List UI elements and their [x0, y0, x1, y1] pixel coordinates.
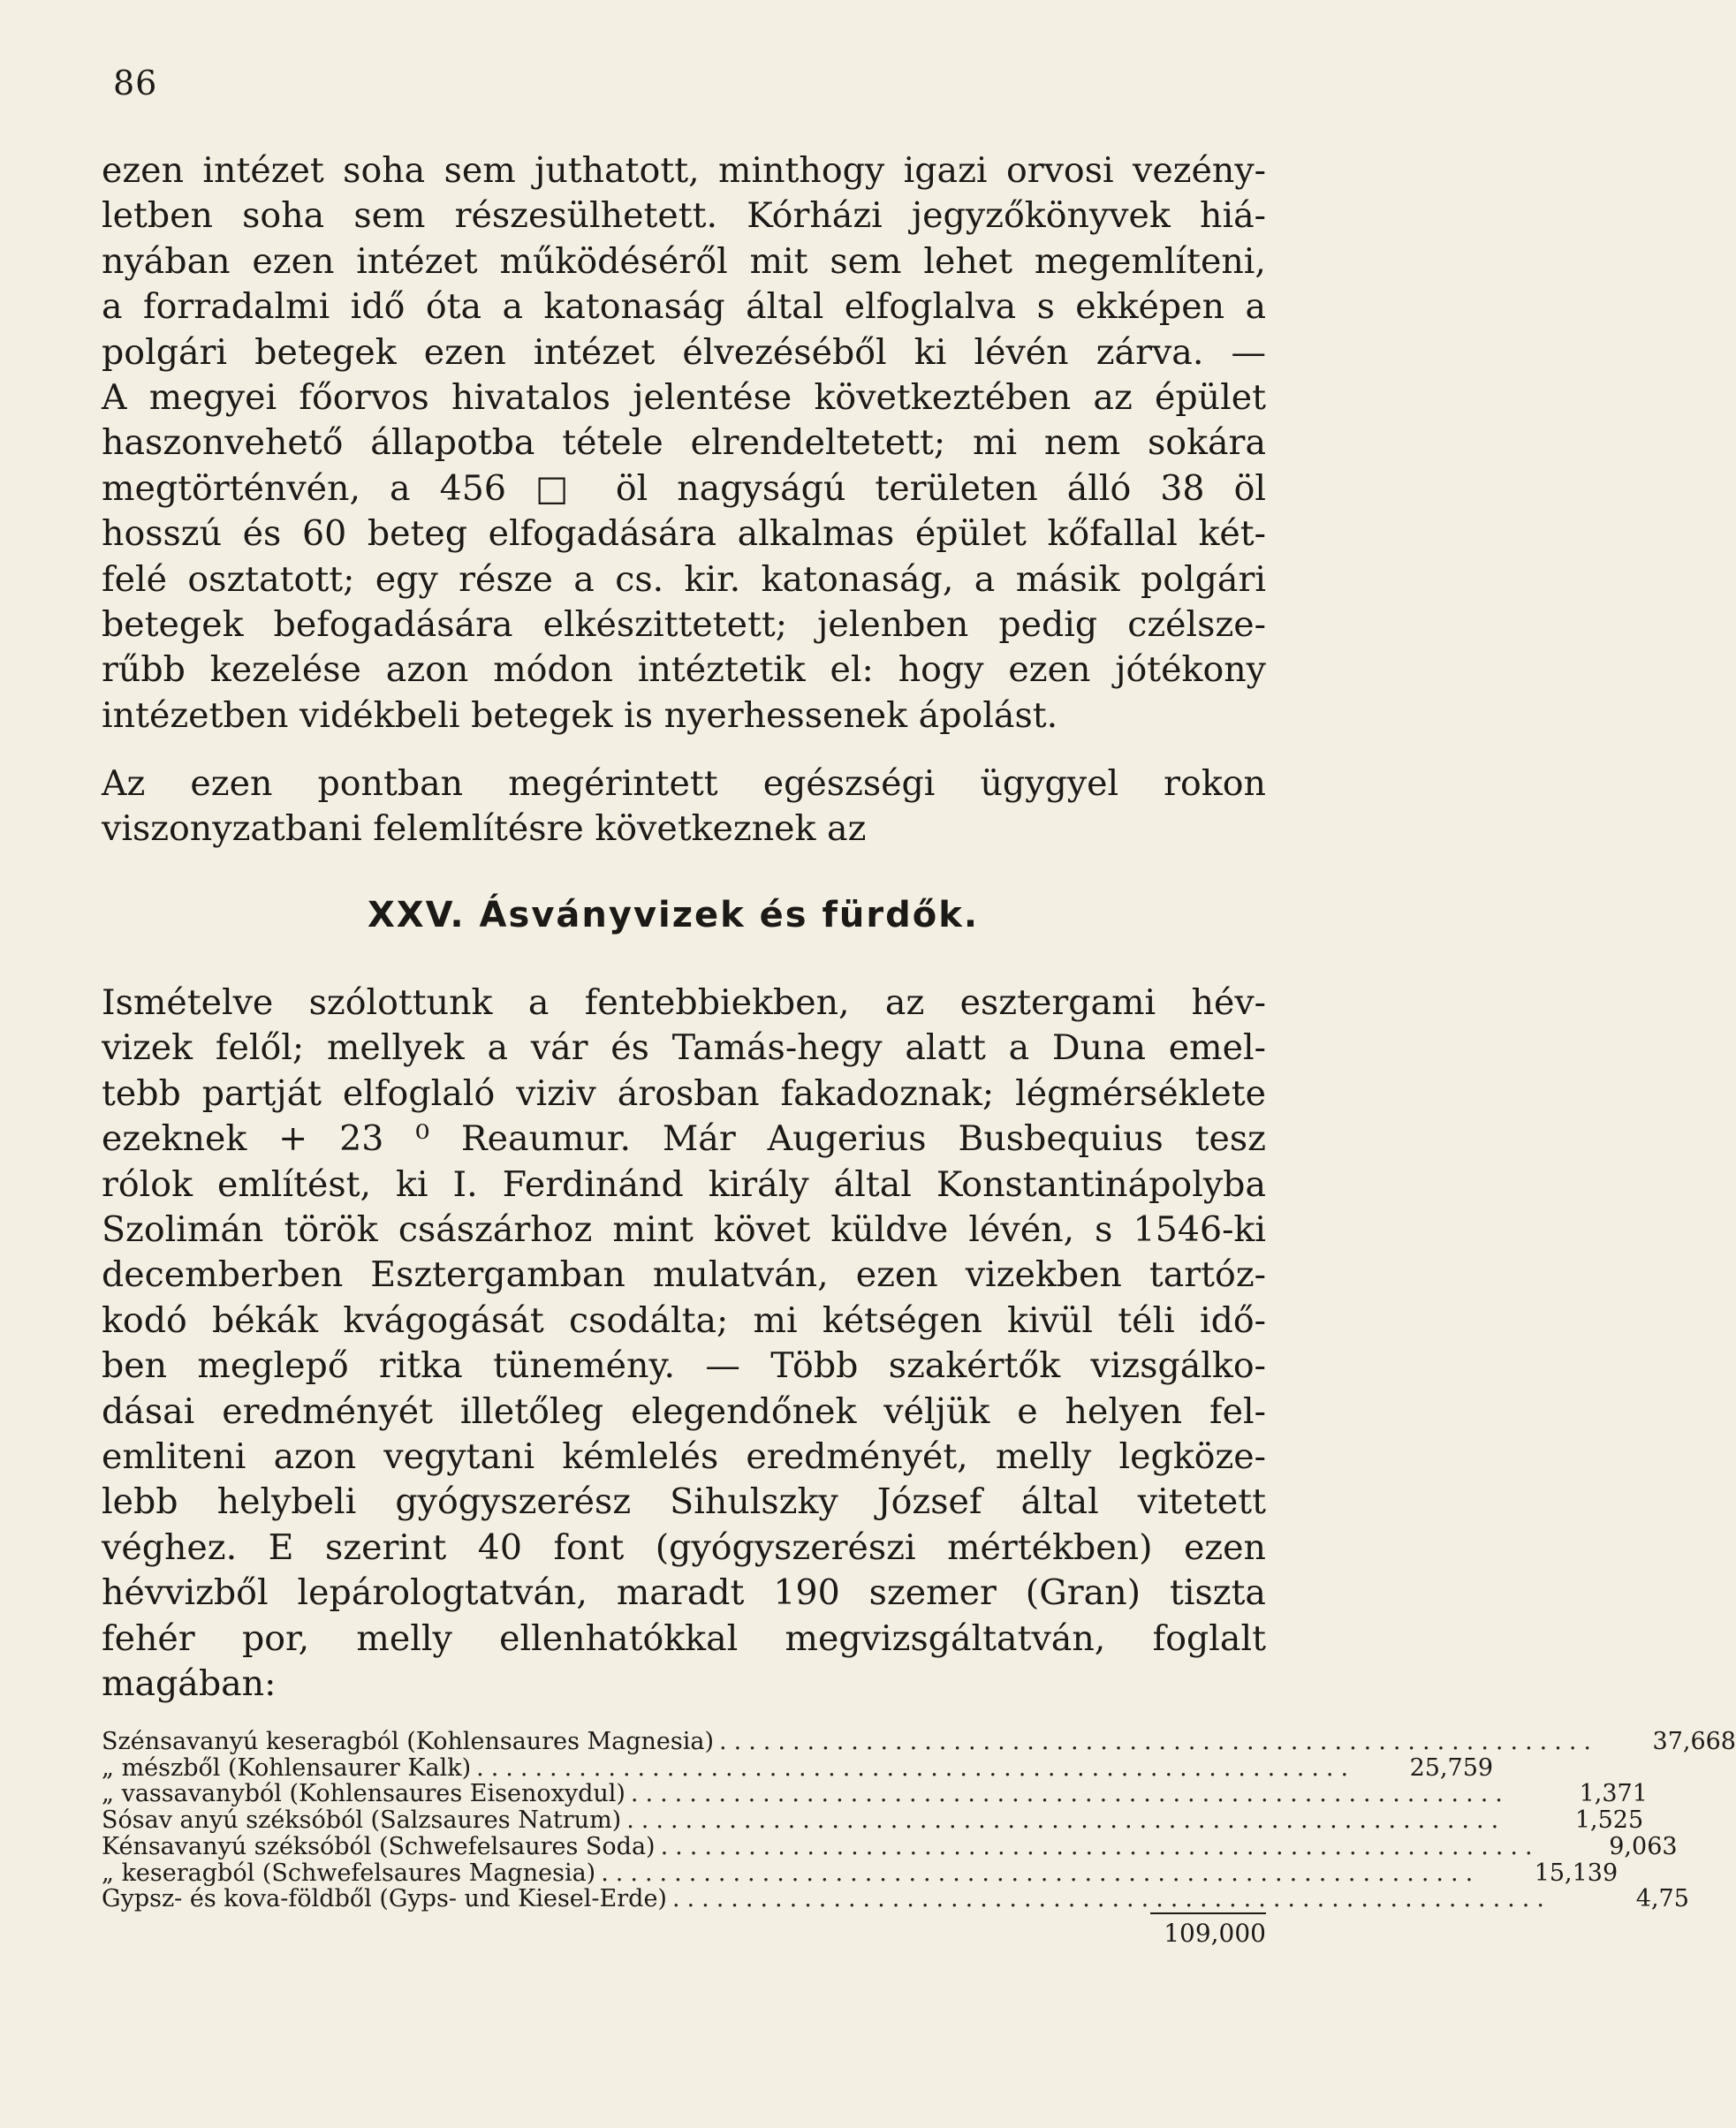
- text-line: fehér por, melly ellenhatókkal megvizsgáltatván, foglalt: [102, 1617, 1266, 1659]
- text-line: Az ezen pontban megérintett egészségi ügygyel rokon: [102, 763, 1266, 804]
- dot-leader: ............................................................: [476, 1753, 1356, 1782]
- text-line: lebb helybeli gyógyszerész Sihulszky József által vitetett: [102, 1481, 1266, 1523]
- text-line: kodó békák kvágogását csodálta; mi kétségen kivül téli idő-: [102, 1299, 1266, 1341]
- text-line: nyában ezen intézet működéséről mit sem lehet megemlíteni,: [102, 240, 1266, 282]
- dot-leader: ............................................................: [626, 1806, 1506, 1835]
- row-value: 25,759: [1409, 1753, 1494, 1782]
- table-row: [102, 1832, 1678, 1860]
- table-row: [102, 1753, 1494, 1782]
- table-row: [102, 1859, 1618, 1887]
- table-row: [102, 1728, 1736, 1755]
- table-total: 109,000: [1164, 1919, 1266, 1948]
- text-line: polgári betegek ezen intézet élvezéséből ki lévén zárva. —: [102, 331, 1266, 373]
- row-label: Gypsz- és kova-földből (Gyps- und Kiesel-Erde): [102, 1885, 667, 1913]
- row-label: Sósav anyú széksóból (Salzsaures Natrum): [102, 1806, 622, 1835]
- text-line: dásai eredményét illetőleg elegendőnek véljük e helyen fel-: [102, 1390, 1266, 1432]
- text-line: hosszú és 60 beteg elfogadására alkalmas épület kőfallal két-: [102, 513, 1266, 555]
- dot-leader: ............................................................: [660, 1832, 1540, 1860]
- row-value: 1,371: [1579, 1780, 1648, 1808]
- row-value: 1,525: [1574, 1806, 1644, 1835]
- text-line: Ismételve szólottunk a fentebbiekben, az esztergami hév-: [102, 982, 1266, 1023]
- text-line: rűbb kezelése azon módon intéztetik el: hogy ezen jótékony: [102, 649, 1266, 691]
- row-value: 9,063: [1609, 1832, 1678, 1860]
- mineral-analysis-table: [102, 1728, 1736, 1913]
- text-line: haszonvehető állapotba tétele elrendeltetett; mi nem sokára: [102, 422, 1266, 464]
- text-line: hévvizből lepárologtatván, maradt 190 szemer (Gran) tiszta: [102, 1572, 1266, 1614]
- text-line: véghez. E szerint 40 font (gyógyszerészi mértékben) ezen: [102, 1526, 1266, 1568]
- text-line: megtörténvén, a 456 □ öl nagyságú területen álló 38 öl: [102, 467, 1266, 509]
- row-value: 15,139: [1534, 1859, 1618, 1887]
- text-line: A megyei főorvos hivatalos jelentése következtében az épület: [102, 377, 1266, 419]
- dot-leader: ............................................................: [671, 1885, 1551, 1913]
- text-line: tebb partját elfoglaló viziv árosban fakadoznak; légmérséklete: [102, 1072, 1266, 1114]
- text-line: ezen intézet soha sem juthatott, minthogy igazi orvosi vezény-: [102, 150, 1266, 191]
- dot-leader: ............................................................: [630, 1780, 1510, 1808]
- page-number: 86: [113, 64, 158, 102]
- table-row: [102, 1806, 1644, 1835]
- text-line: a forradalmi idő óta a katonaság által elfoglalva s ekképen a: [102, 286, 1266, 328]
- text-line: intézetben vidékbeli betegek is nyerhessenek ápolást.: [102, 694, 1058, 736]
- paragraph-transition: [102, 761, 1266, 852]
- paragraph-hospital: [102, 148, 1266, 738]
- text-line: magában:: [102, 1663, 277, 1705]
- dot-leader: ............................................................: [601, 1859, 1481, 1887]
- text-line: Szolimán török császárhoz mint követ küldve lévén, s 1546-ki: [102, 1209, 1266, 1251]
- row-label: „ vassavanyból (Kohlensaures Eisenoxydul): [102, 1780, 625, 1808]
- row-label: „ mészből (Kohlensaurer Kalk): [102, 1753, 472, 1782]
- section-heading: XXV. Ásványvizek és fürdők.: [367, 895, 980, 935]
- row-label: Kénsavanyú széksóból (Schwefelsaures Soda): [102, 1832, 656, 1860]
- text-line: felé osztatott; egy része a cs. kir. katonaság, a másik polgári: [102, 558, 1266, 600]
- total-rule: [1150, 1912, 1266, 1914]
- text-line: vizek felől; mellyek a vár és Tamás-hegy alatt a Duna emel-: [102, 1027, 1266, 1069]
- row-value: 37,668: [1652, 1728, 1736, 1755]
- text-line: ezeknek + 23 ⁰ Reaumur. Már Augerius Busbequius tesz: [102, 1118, 1266, 1160]
- dot-leader: ............................................................: [719, 1728, 1598, 1755]
- paragraph-thermal-springs: [102, 981, 1266, 1708]
- text-line: letben soha sem részesülhetett. Kórházi jegyzőkönyvek hiá-: [102, 195, 1266, 237]
- table-row: [102, 1885, 1689, 1913]
- text-line: ben meglepő ritka tünemény. — Több szakértők vizsgálko-: [102, 1345, 1266, 1387]
- text-line: viszonyzatbani felemlítésre következnek az: [102, 808, 867, 850]
- row-label: Szénsavanyú keseragból (Kohlensaures Magnesia): [102, 1728, 715, 1755]
- row-value: 4,75: [1635, 1885, 1689, 1913]
- text-line: decemberben Esztergamban mulatván, ezen vizekben tartóz-: [102, 1254, 1266, 1296]
- text-line: betegek befogadására elkészittetett; jelenben pedig czélsze-: [102, 604, 1266, 646]
- table-row: [102, 1780, 1648, 1808]
- text-line: rólok említést, ki I. Ferdinánd király által Konstantinápolyba: [102, 1163, 1266, 1205]
- row-label: „ keseragból (Schwefelsaures Magnesia): [102, 1859, 596, 1887]
- text-line: emliteni azon vegytani kémlelés eredményét, melly legköze-: [102, 1436, 1266, 1478]
